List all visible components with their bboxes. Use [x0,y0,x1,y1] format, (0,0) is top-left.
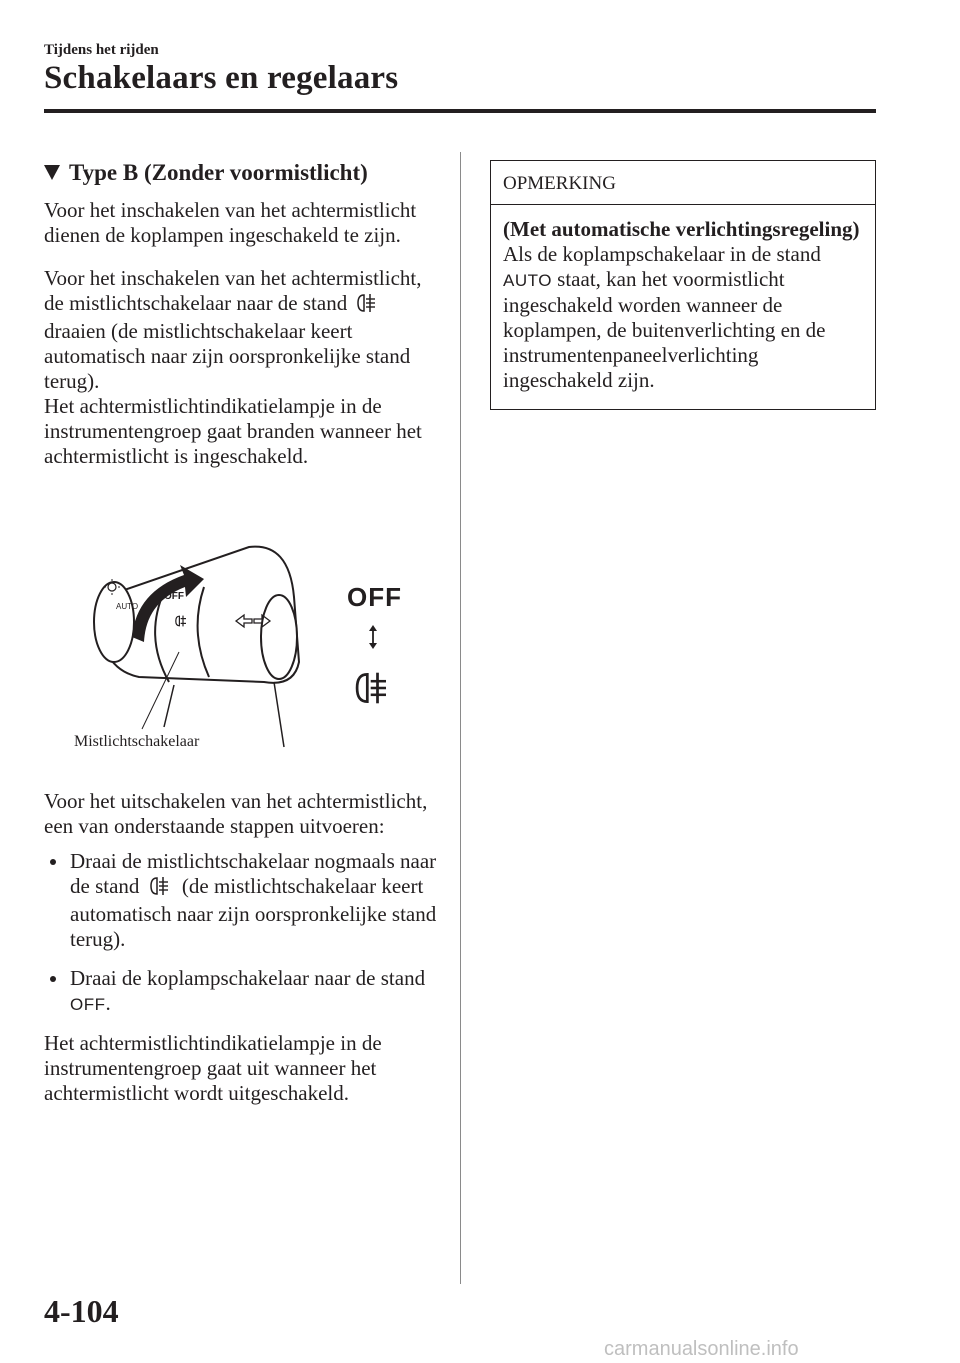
list-item [44,966,442,1017]
off-symbol: OFF [70,995,106,1014]
note-text: staat, kan het voormistlicht ingeschakeld worden wanneer de koplampen, de buitenverlichting en de instrumentenpaneelverlichting ingeschakeld zijn. [503,267,826,392]
watermark: carmanualsonline.info [604,1338,799,1360]
rear-fog-light-icon [148,876,174,902]
column-divider [460,152,461,1284]
paragraph-prerequisite: Voor het inschakelen van het achtermistlicht dienen de koplampen ingeschakeld te zijn. [44,198,417,247]
stalk-label-auto: AUTO [116,602,139,611]
rear-fog-light-large-icon [357,673,386,704]
paragraph-text: Voor het inschakelen van het achtermistlicht, de mistlichtschakelaar naar de stand [44,266,422,315]
section-heading [44,160,442,185]
bullet-dot-icon [50,976,56,982]
main-column [44,160,442,1124]
rear-fog-light-icon [355,293,381,319]
list-item-text: Draai de koplampschakelaar naar de stand [70,966,426,990]
triangle-down-icon [44,165,60,180]
list-item-text: Draai de mistlichtschakelaar nogmaals naar de stand [70,849,437,898]
bullet-list [44,849,442,1017]
double-arrow-icon [369,625,377,649]
note-subheading: (Met automatische verlichtingsregeling) [503,217,860,241]
auto-symbol: AUTO [503,271,552,290]
paragraph-switch-off-intro: Voor het uitschakelen van het achtermistlicht, een van onderstaande stappen uitvoeren: [44,789,428,838]
fog-switch-figure [44,487,442,777]
note-body [491,205,875,409]
paragraph-switch-on [44,266,442,394]
list-item [44,849,442,952]
note-box [490,160,876,410]
off-position-label: OFF [347,582,402,612]
note-heading: OPMERKING [491,161,875,205]
section-heading-text: Type B (Zonder voormistlicht) [69,160,368,185]
note-text: Als de koplampschakelaar in de stand [503,242,821,266]
figure-caption: Mistlichtschakelaar [74,733,200,750]
page-number: 4-104 [44,1293,119,1329]
running-head: Tijdens het rijden [44,42,159,58]
stalk-label-off: OFF [164,591,184,602]
header-rule [44,109,876,113]
paragraph-indicator-on: Het achtermistlichtindikatielampje in de instrumentengroep gaat branden wanneer het achtermistlicht is ingeschakeld. [44,394,422,468]
list-item-text: . [105,991,111,1015]
bullet-dot-icon [50,859,56,865]
paragraph-text: draaien (de mistlichtschakelaar keert automatisch naar zijn oorspronkelijke stand terug). [44,319,411,393]
page-title: Schakelaars en regelaars [44,60,399,96]
list-item-text: (de mistlichtschakelaar keert automatisch naar zijn oorspronkelijke stand terug). [70,874,437,951]
paragraph-indicator-off: Het achtermistlichtindikatielampje in de instrumentengroep gaat uit wanneer het achtermistlicht wordt uitgeschakeld. [44,1031,382,1105]
